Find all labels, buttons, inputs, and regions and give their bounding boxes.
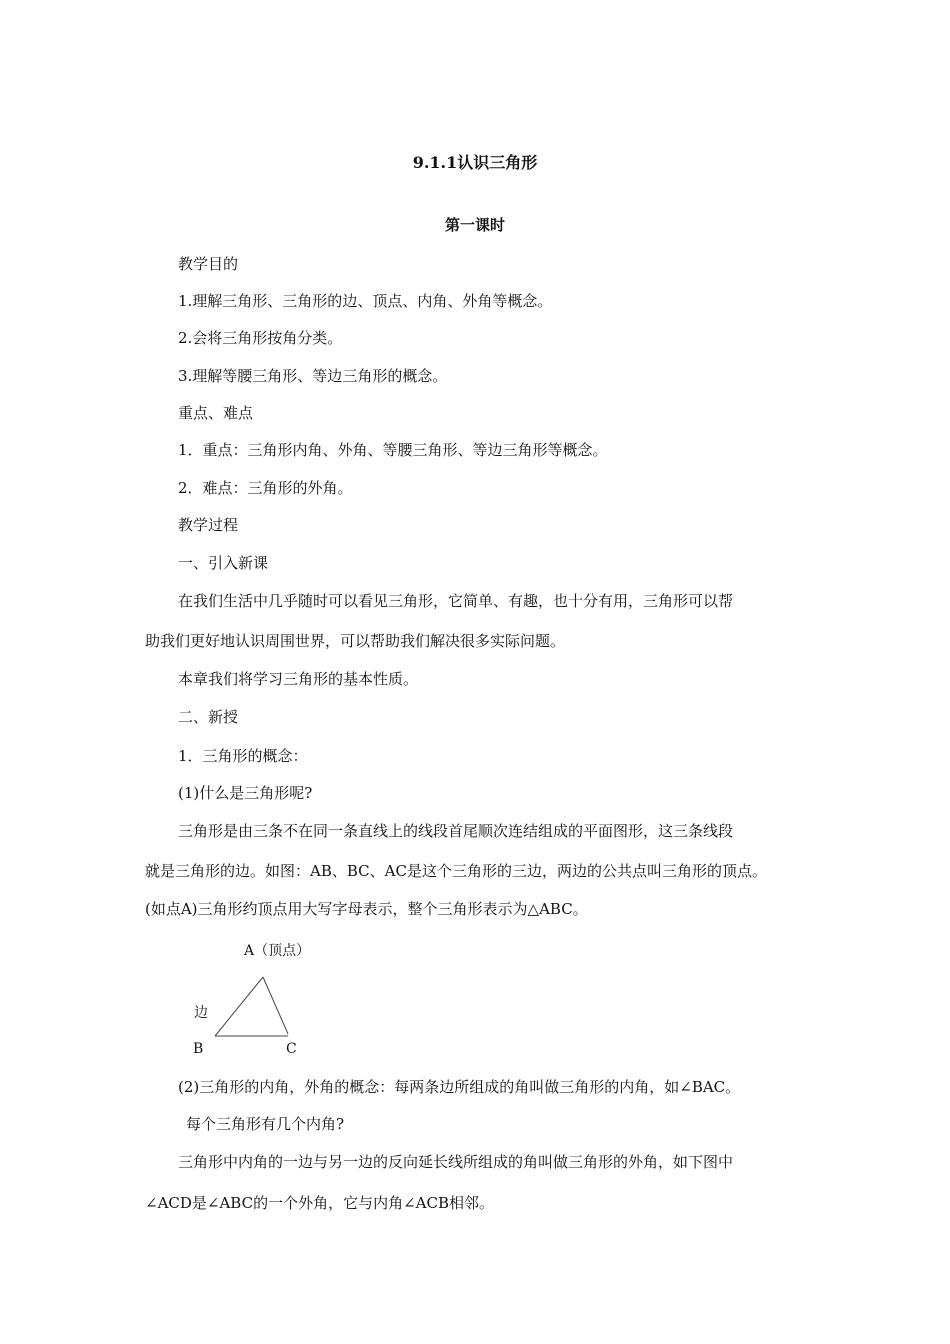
text-line: 就是三角形的边。如图：AB、BC、AC是这个三角形的三边，两边的公共点叫三角形的顶点。 (145, 862, 767, 880)
text-line: 本章我们将学习三角形的基本性质。 (178, 670, 419, 688)
side-ab (215, 977, 263, 1036)
vertex-b-label: B (193, 1041, 204, 1057)
text-line: 重点、难点 (178, 404, 254, 422)
text-line: 在我们生活中几乎随时可以看见三角形，它简单、有趣，也十分有用，三角形可以帮 (178, 592, 734, 610)
text-line: (如点A)三角形约顶点用大写字母表示，整个三角形表示为△ABC。 (145, 900, 588, 918)
text-line: 1．重点：三角形内角、外角、等腰三角形、等边三角形等概念。 (178, 441, 608, 459)
text-line: 教学目的 (178, 255, 239, 273)
triangle-figure (200, 960, 310, 1045)
text-line: 每个三角形有几个内角? (186, 1115, 345, 1133)
vertex-a-label: A（顶点） (244, 943, 311, 959)
document-title: 9.1.1认识三角形 (412, 153, 538, 172)
text-line: 三角形是由三条不在同一条直线上的线段首尾顺次连结组成的平面图形，这三条线段 (178, 822, 734, 840)
text-line: 助我们更好地认识周围世界，可以帮助我们解决很多实际问题。 (145, 632, 566, 650)
text-line: 3.理解等腰三角形、等边三角形的概念。 (178, 367, 448, 385)
lesson-subtitle: 第一课时 (444, 216, 505, 234)
text-line: 二、新授 (178, 708, 239, 726)
text-line: 三角形中内角的一边与另一边的反向延长线所组成的角叫做三角形的外角，如下图中 (178, 1153, 734, 1171)
text-line: 1．三角形的概念： (178, 747, 308, 765)
text-line: 教学过程 (178, 516, 239, 534)
side-ac (263, 977, 288, 1034)
text-line: ∠ACD是∠ABC的一个外角，它与内角∠ACB相邻。 (145, 1194, 494, 1212)
text-line: 一、引入新课 (178, 554, 269, 572)
vertex-c-label: C (286, 1041, 297, 1057)
text-line: 1.理解三角形、三角形的边、顶点、内角、外角等概念。 (178, 292, 553, 310)
text-line: (2)三角形的内角，外角的概念：每两条边所组成的角叫做三角形的内角，如∠BAC。 (178, 1078, 741, 1096)
text-line: (1)什么是三角形呢? (178, 784, 313, 802)
side-label: 边 (194, 1005, 208, 1021)
text-line: 2．难点：三角形的外角。 (178, 479, 353, 497)
text-line: 2.会将三角形按角分类。 (178, 329, 343, 347)
